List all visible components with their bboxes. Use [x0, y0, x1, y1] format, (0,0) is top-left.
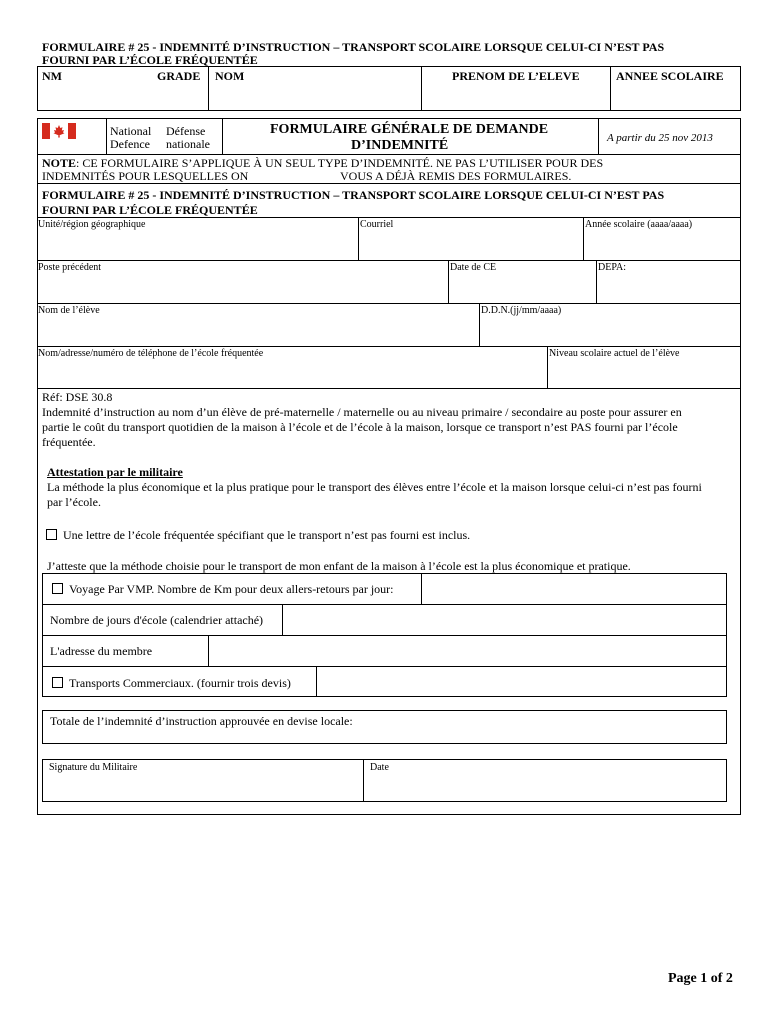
col-annee: ANNEE SCOLAIRE: [616, 69, 724, 83]
field-niveau[interactable]: Niveau scolaire actuel de l’élève: [549, 348, 680, 359]
col-nm: NM: [42, 69, 62, 83]
desc-line3: fréquentée.: [42, 435, 96, 449]
commerciaux-input[interactable]: [317, 667, 726, 697]
jours-input[interactable]: [283, 605, 726, 635]
vmp-text: Voyage Par VMP. Nombre de Km pour deux allers-retours par jour:: [69, 582, 394, 596]
dept-fr1: National: [110, 124, 152, 138]
dept-en1: Defence: [110, 137, 150, 151]
ref-text: Réf: DSE 30.8: [42, 390, 113, 404]
form-title-line1: FORMULAIRE GÉNÉRALE DE DEMANDE: [270, 122, 549, 137]
subtitle-line1: FORMULAIRE # 25 - INDEMNITÉ D’INSTRUCTION – TRANSPORT SCOLAIRE LORSQUE CELUI-CI N’EST PAS: [42, 188, 665, 202]
field-poste[interactable]: Poste précédent: [38, 262, 102, 273]
field-courriel[interactable]: Courriel: [360, 219, 394, 230]
col-grade: GRADE: [157, 69, 201, 83]
field-unite[interactable]: Unité/région géographique: [38, 219, 146, 230]
field-ecole[interactable]: Nom/adresse/numéro de téléphone de l’école fréquentée: [38, 348, 264, 359]
form-title-line2: D’INDEMNITÉ: [351, 138, 449, 153]
field-date-ce[interactable]: Date de CE: [450, 262, 497, 273]
top-title-line1: FORMULAIRE # 25 - INDEMNITÉ D’INSTRUCTION – TRANSPORT SCOLAIRE LORSQUE CELUI-CI N’EST PAS: [42, 40, 665, 54]
note-label: NOTE: [42, 156, 77, 170]
vmp-input[interactable]: [422, 574, 726, 604]
field-nom-eleve[interactable]: Nom de l’élève: [38, 305, 100, 316]
canada-flag-icon: [42, 123, 76, 139]
date-note: A partir du 25 nov 2013: [607, 132, 713, 144]
date-label: Date: [370, 762, 389, 773]
commerciaux-text: Transports Commerciaux. (fournir trois devis): [69, 676, 291, 690]
desc-line2: partie le coût du transport quotidien de la maison à l’école et de l’école à la maison, lorsque ce transport n’est PAS fourni par l’école: [42, 420, 678, 434]
adresse-label: L'adresse du membre: [50, 644, 153, 658]
totale-label: Totale de l’indemnité d’instruction approuvée en devise locale:: [50, 714, 353, 728]
atteste-text: J’atteste que la méthode choisie pour le transport de mon enfant de la maison à l’école est la plus économique et pratique.: [47, 559, 631, 573]
commerciaux-row: [52, 676, 291, 691]
adresse-input[interactable]: [209, 636, 726, 666]
jours-label: Nombre de jours d'école (calendrier attaché): [50, 613, 264, 627]
field-ddn[interactable]: D.D.N.(jj/mm/aaaa): [481, 305, 562, 316]
attest-title: Attestation par le militaire: [47, 465, 183, 479]
lettre-row: [46, 528, 470, 543]
lettre-text: Une lettre de l’école fréquentée spécifiant que le transport n’est pas fourni est inclus.: [63, 528, 471, 542]
col-nom: NOM: [215, 69, 245, 83]
note-line2b: VOUS A DÉJÀ REMIS DES FORMULAIRES.: [340, 169, 572, 183]
top-title-line2: FOURNI PAR L’ÉCOLE FRÉQUENTÉE: [42, 53, 258, 67]
commerciaux-checkbox[interactable]: [52, 677, 63, 688]
attest-line1: La méthode la plus économique et la plus pratique pour le transport des élèves entre l’école et la maison lorsque celui-ci n’est pas fourni: [47, 480, 702, 494]
note-text1: : CE FORMULAIRE S’APPLIQUE À UN SEUL TYPE D’INDEMNITÉ. NE PAS L’UTILISER POUR DES: [76, 156, 604, 170]
attest-line2: par l’école.: [47, 495, 101, 509]
desc-line1: Indemnité d’instruction au nom d’un élève de pré-maternelle / maternelle ou au niveau primaire / secondaire au poste pour assurer en: [42, 405, 682, 419]
col-prenom: PRENOM DE L’ELEVE: [452, 69, 580, 83]
vmp-row: [52, 582, 394, 597]
signature-label: Signature du Militaire: [49, 762, 138, 773]
dept-fr2: Défense: [166, 124, 206, 138]
note-line2a: INDEMNITÉS POUR LESQUELLES ON: [42, 169, 249, 183]
date-field[interactable]: [364, 760, 726, 801]
field-depa[interactable]: DEPA:: [598, 262, 626, 273]
field-annee-scolaire[interactable]: Année scolaire (aaaa/aaaa): [585, 219, 693, 230]
subtitle-line2: FOURNI PAR L’ÉCOLE FRÉQUENTÉE: [42, 203, 258, 217]
vmp-checkbox[interactable]: [52, 583, 63, 594]
page-number: Page 1 of 2: [668, 971, 733, 986]
lettre-checkbox[interactable]: [46, 529, 57, 540]
dept-en2: nationale: [166, 137, 210, 151]
